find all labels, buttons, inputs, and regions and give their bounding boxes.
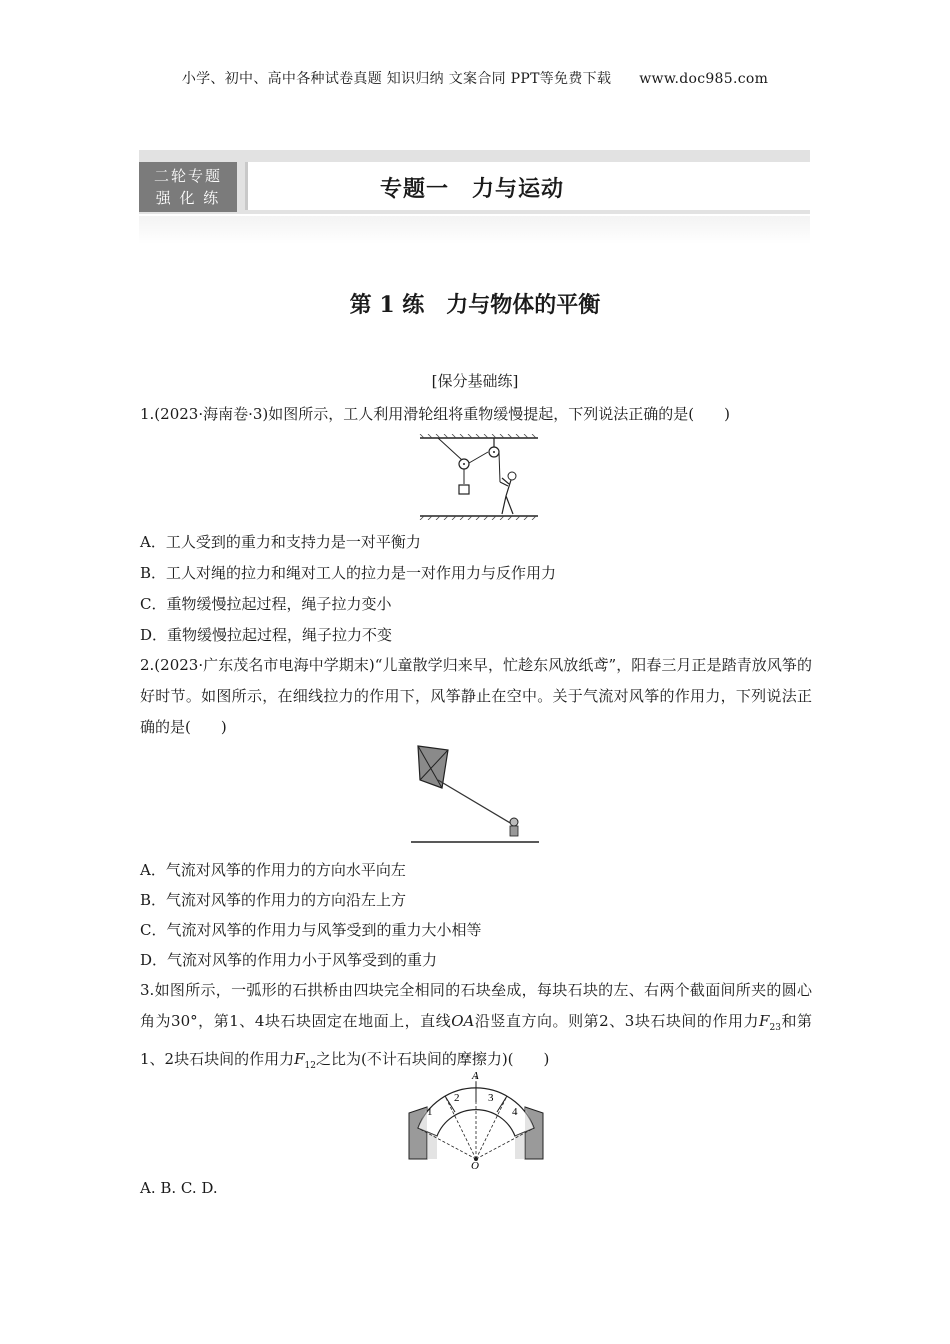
banner-title: 专题一 力与运动 [380, 176, 565, 202]
question-2-option-b: B．气流对风筝的作用力的方向沿左上方 [140, 891, 407, 909]
banner-tag-line2: 强 化 练 [155, 189, 221, 207]
question-3-stem-part4: 之比为(不计石块间的摩擦力)( ) [315, 1050, 550, 1068]
question-2-option-a: A．气流对风筝的作用力的方向水平向左 [140, 861, 406, 879]
arch-bridge-figure [405, 1067, 547, 1171]
banner-shadow [139, 216, 810, 244]
question-2-option-c: C．气流对风筝的作用力与风筝受到的重力大小相等 [140, 921, 482, 939]
kite-figure [408, 744, 542, 848]
block-4-label: 4 [512, 1106, 518, 1118]
pulley-figure [418, 434, 540, 520]
force-f12-symbol: F [294, 1050, 305, 1068]
question-3-stem [140, 975, 812, 1082]
question-1-option-d: D．重物缓慢拉起过程，绳子拉力不变 [140, 626, 393, 644]
force-f23-subscript: 23 [769, 1023, 781, 1033]
section-label: [保分基础练] [431, 372, 519, 390]
force-f23-symbol: F [759, 1012, 770, 1030]
practice-title: 第 1 练 力与物体的平衡 [349, 292, 601, 318]
question-3-stem-part3: 和第1、2块石块间的作用力 [140, 1012, 812, 1068]
question-1-stem: 1.(2023·海南卷·3)如图所示，工人利用滑轮组将重物缓慢提起，下列说法正确的是( ) [140, 405, 730, 423]
banner-tag-line1: 二轮专题 [153, 167, 222, 185]
question-3-stem-part2: 沿竖直方向。则第2、3块石块间的作用力 [474, 1012, 760, 1030]
question-1-option-c: C．重物缓慢拉起过程，绳子拉力变小 [140, 595, 392, 613]
block-2-label: 2 [454, 1092, 460, 1104]
banner-tag [139, 162, 237, 212]
question-1-option-a: A．工人受到的重力和支持力是一对平衡力 [140, 533, 421, 551]
banner-title-box [245, 162, 810, 210]
point-o-label: O [471, 1160, 479, 1171]
line-oa-label: OA [451, 1012, 475, 1030]
header-site[interactable]: www.doc985.com [639, 71, 769, 87]
page-header [0, 68, 950, 88]
question-1-option-b: B．工人对绳的拉力和绳对工人的拉力是一对作用力与反作用力 [140, 564, 557, 582]
block-3-label: 3 [488, 1092, 494, 1104]
force-f12-subscript: 12 [304, 1061, 316, 1071]
question-3-stem-part1: 3.如图所示，一弧形的石拱桥由四块完全相同的石块垒成，每块石块的左、右两个截面间所夹的圆心角为30°，第1、4块石块固定在地面上，直线 [140, 981, 812, 1030]
question-2-option-d: D．气流对风筝的作用力小于风筝受到的重力 [140, 951, 438, 969]
topic-banner [139, 150, 810, 214]
header-text: 小学、初中、高中各种试卷真题 知识归纳 文案合同 PPT等免费下载 [181, 71, 612, 87]
question-3-options: A. B. C. D. [140, 1179, 218, 1197]
point-a-label: A [472, 1070, 479, 1082]
block-1-label: 1 [427, 1106, 433, 1118]
question-2-stem: 2.(2023·广东茂名市电海中学期末)“儿童散学归来早，忙趁东风放纸鸢”，阳春三月正是踏青放风筝的好时节。如图所示，在细线拉力的作用下，风筝静止在空中。关于气流对风筝的作用力，下列说法正确的是( ) [140, 656, 812, 736]
